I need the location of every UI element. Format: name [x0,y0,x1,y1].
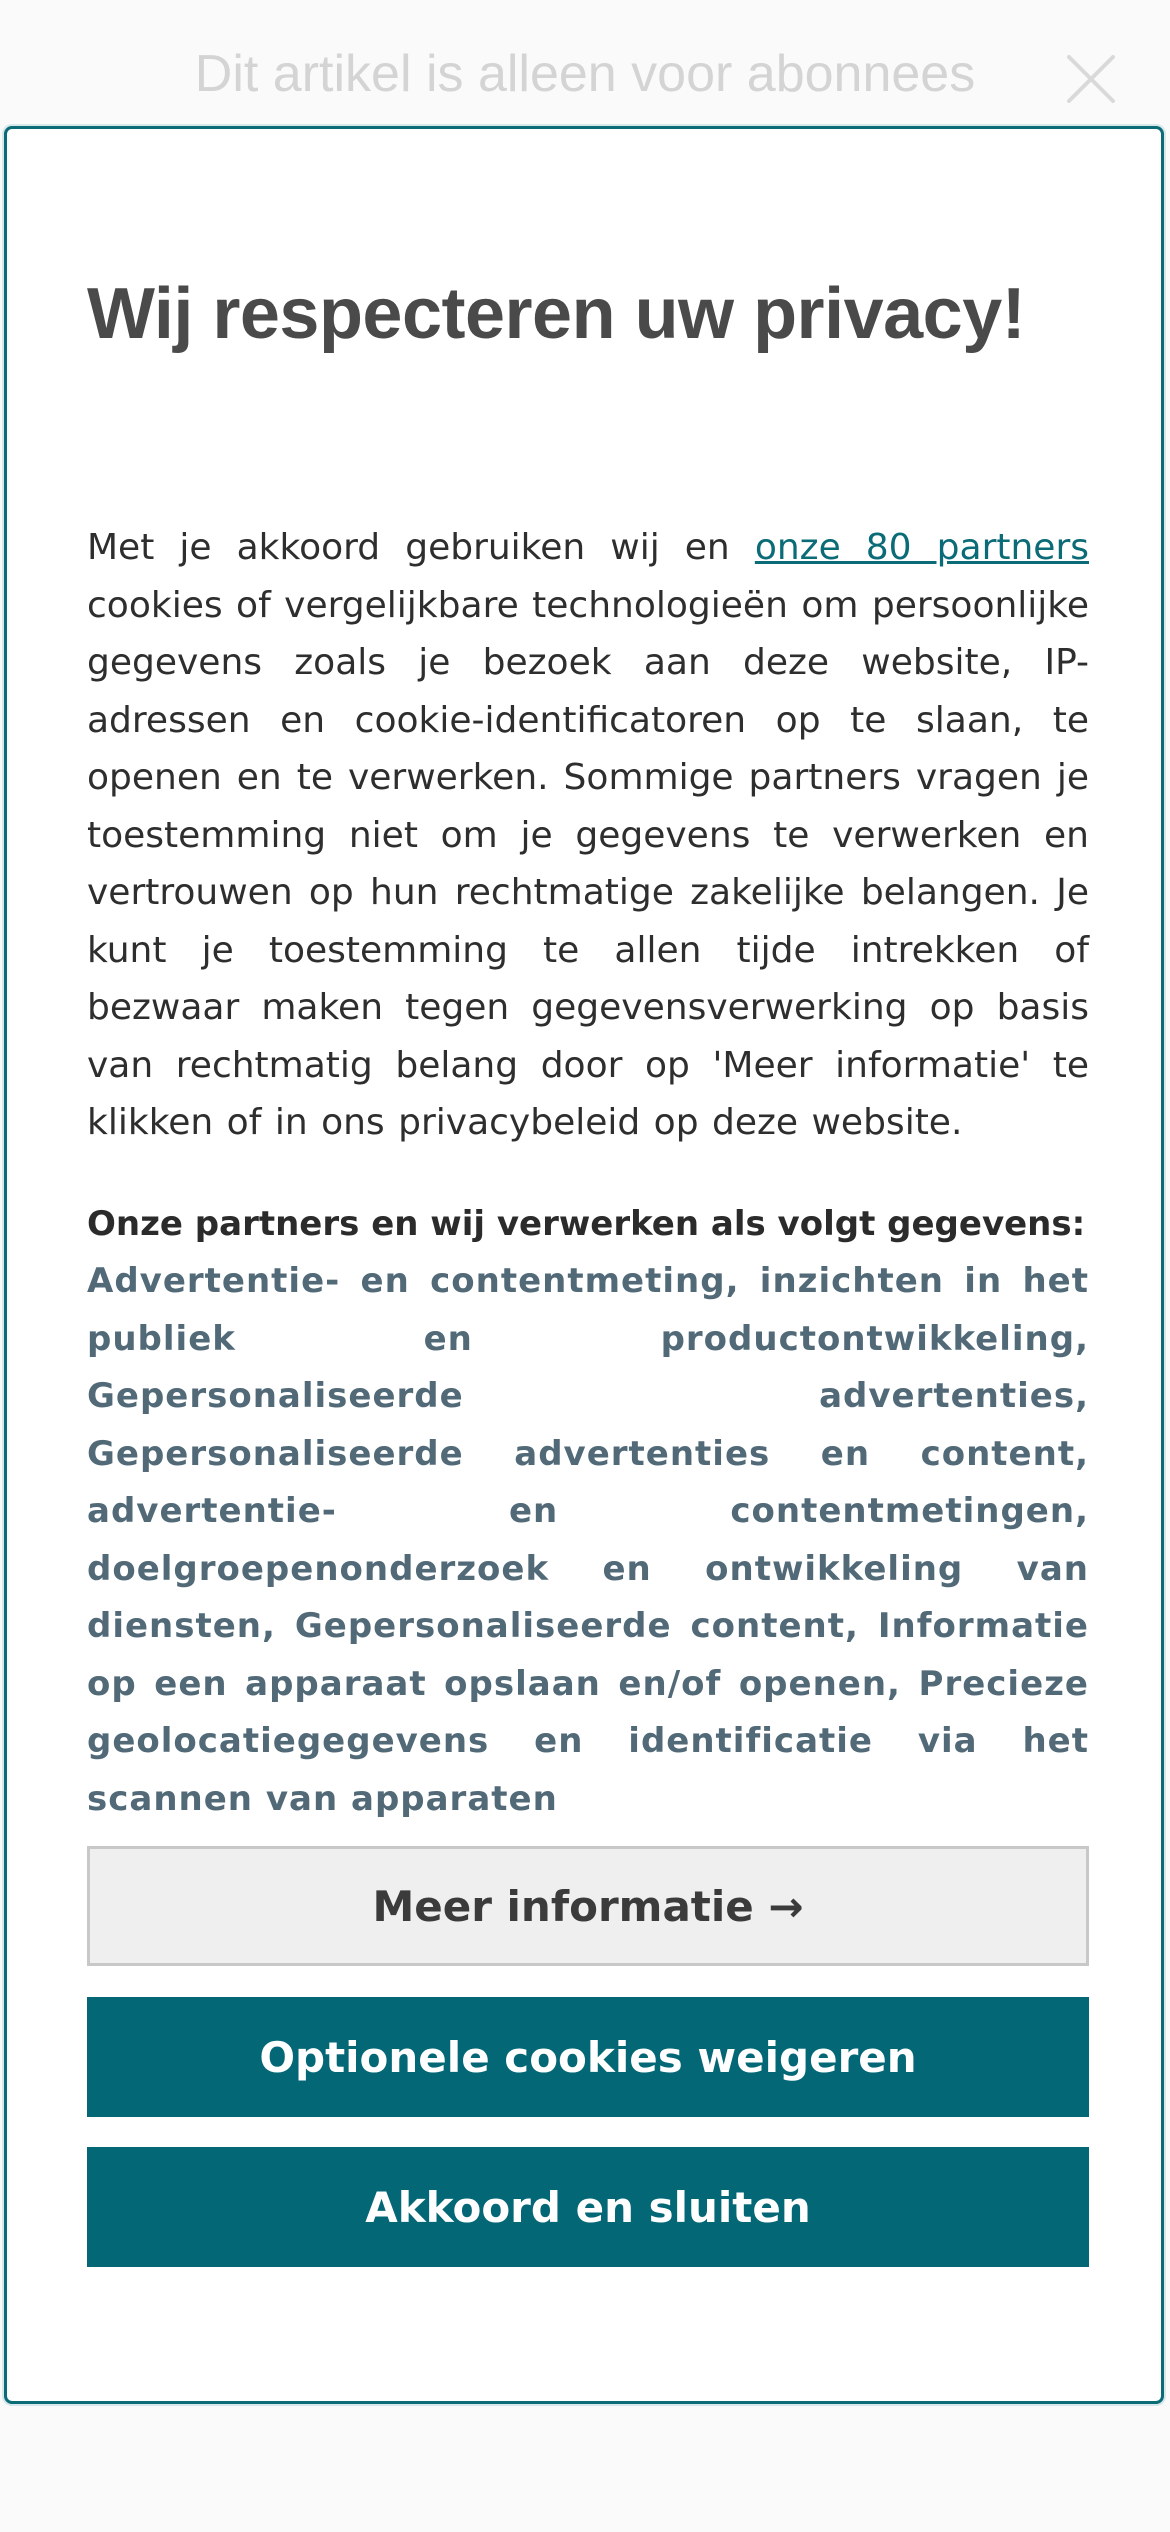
purposes-heading: Onze partners en wij verwerken als volgt gegevens: [87,1204,1086,1244]
intro-text-start: Met je akkoord gebruiken wij en [87,527,755,568]
close-icon[interactable] [1066,54,1116,104]
consent-title: Wij respecteren uw privacy! [87,274,1026,354]
consent-intro [87,519,1089,1152]
reject-optional-cookies-button[interactable]: Optionele cookies weigeren [87,1997,1089,2117]
purposes-list: Advertentie- en contentmeting, inzichten in het publiek en productontwikkeling, Gepersonaliseerde advertenties, Gepersonaliseerde advertenties en content, advertentie- en contentmetingen, doelgroepenonderzoek en ontwikkeling van diensten, Gepersonaliseerde content, Informatie op een apparaat opslaan en/of openen, Precieze geolocatiegegevens en identificatie via het scannen van apparaten [87,1261,1089,1819]
partners-link[interactable]: onze 80 partners [754,527,1090,568]
header-bar [0,0,1170,128]
intro-text-end: cookies of vergelijkbare technologieën om persoonlijke gegevens zoals je bezoek aan deze website, IP-adressen en cookie-identificatoren op te slaan, te openen en te verwerken. Sommige partners vragen je toestemming niet om je gegevens te verwerken en vertrouwen op hun rechtmatige zakelijke belangen. Je kunt je toestemming te allen tijde intrekken of bezwaar maken tegen gegevensverwerking op basis van rechtmatig belang door op 'Meer informatie' te klikken of in ons privacybeleid op deze website. [87,584,1090,1143]
consent-dialog [4,126,1164,2404]
more-info-button[interactable]: Meer informatie → [87,1846,1089,1966]
header-title: Dit artikel is alleen voor abonnees [194,45,976,103]
accept-and-close-button[interactable]: Akkoord en sluiten [87,2147,1089,2267]
